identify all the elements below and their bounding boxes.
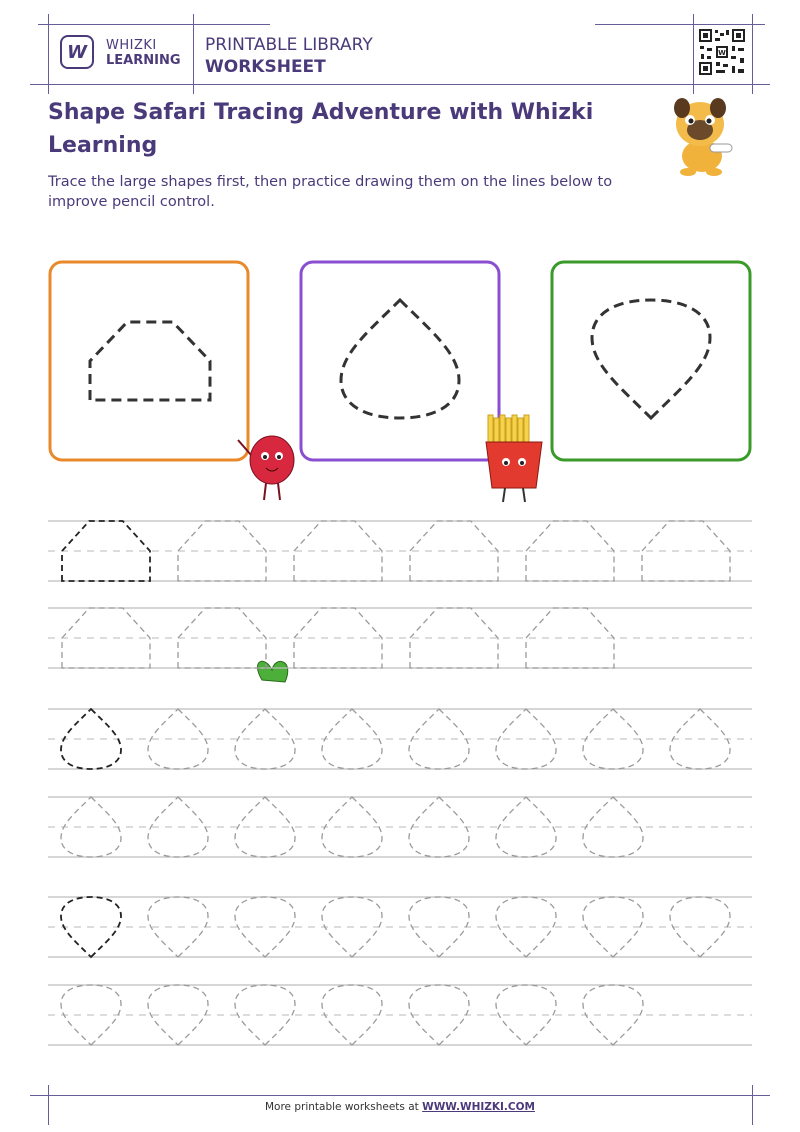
- practice-row-4: [48, 797, 752, 857]
- shape-box-border: [301, 262, 499, 460]
- fries-mascot-icon: [486, 415, 542, 502]
- pug-mascot-icon: [666, 94, 740, 178]
- header-line-top-left: [38, 24, 270, 25]
- svg-text:W: W: [718, 49, 726, 57]
- footer: [0, 1101, 800, 1113]
- qr-code-icon: [698, 28, 746, 76]
- practice-row-3: [48, 709, 752, 769]
- page-title: Shape Safari Tracing Adventure with Whizki Learning: [48, 100, 594, 158]
- header-divider-4: [752, 14, 753, 94]
- brand-name: WHIZKI: [106, 38, 157, 53]
- instructions: Trace the large shapes first, then practice drawing them on the lines below to improve pencil control.: [48, 174, 613, 210]
- footer-line: [30, 1095, 770, 1096]
- practice-row-5: [48, 897, 752, 957]
- header-divider-2: [193, 14, 194, 94]
- header-line-top-right: [595, 24, 765, 25]
- header-line-bottom: [30, 84, 770, 85]
- worksheet-label: WORKSHEET: [205, 57, 326, 77]
- brand-subname: LEARNING: [106, 53, 181, 68]
- shape-box-border: [50, 262, 248, 460]
- header-divider-3: [693, 14, 694, 94]
- shape-box-border: [552, 262, 750, 460]
- practice-row-1: [48, 521, 752, 581]
- library-label: PRINTABLE LIBRARY: [205, 35, 373, 55]
- shape-box-teardrop: [301, 262, 499, 460]
- shape-box-inverted-teardrop: [552, 262, 750, 460]
- practice-row-2: [48, 608, 752, 668]
- shape-box-pentagon-house: [50, 262, 248, 460]
- practice-row-6: [48, 985, 752, 1045]
- logo-letter: W: [67, 41, 87, 63]
- tracing-worksheet: [0, 250, 800, 1070]
- whizki-logo-icon: [60, 35, 94, 69]
- header-divider-1: [48, 14, 49, 94]
- footer-text: More printable worksheets at: [264, 1101, 423, 1113]
- website-link[interactable]: WWW.WHIZKI.COM: [422, 1101, 535, 1113]
